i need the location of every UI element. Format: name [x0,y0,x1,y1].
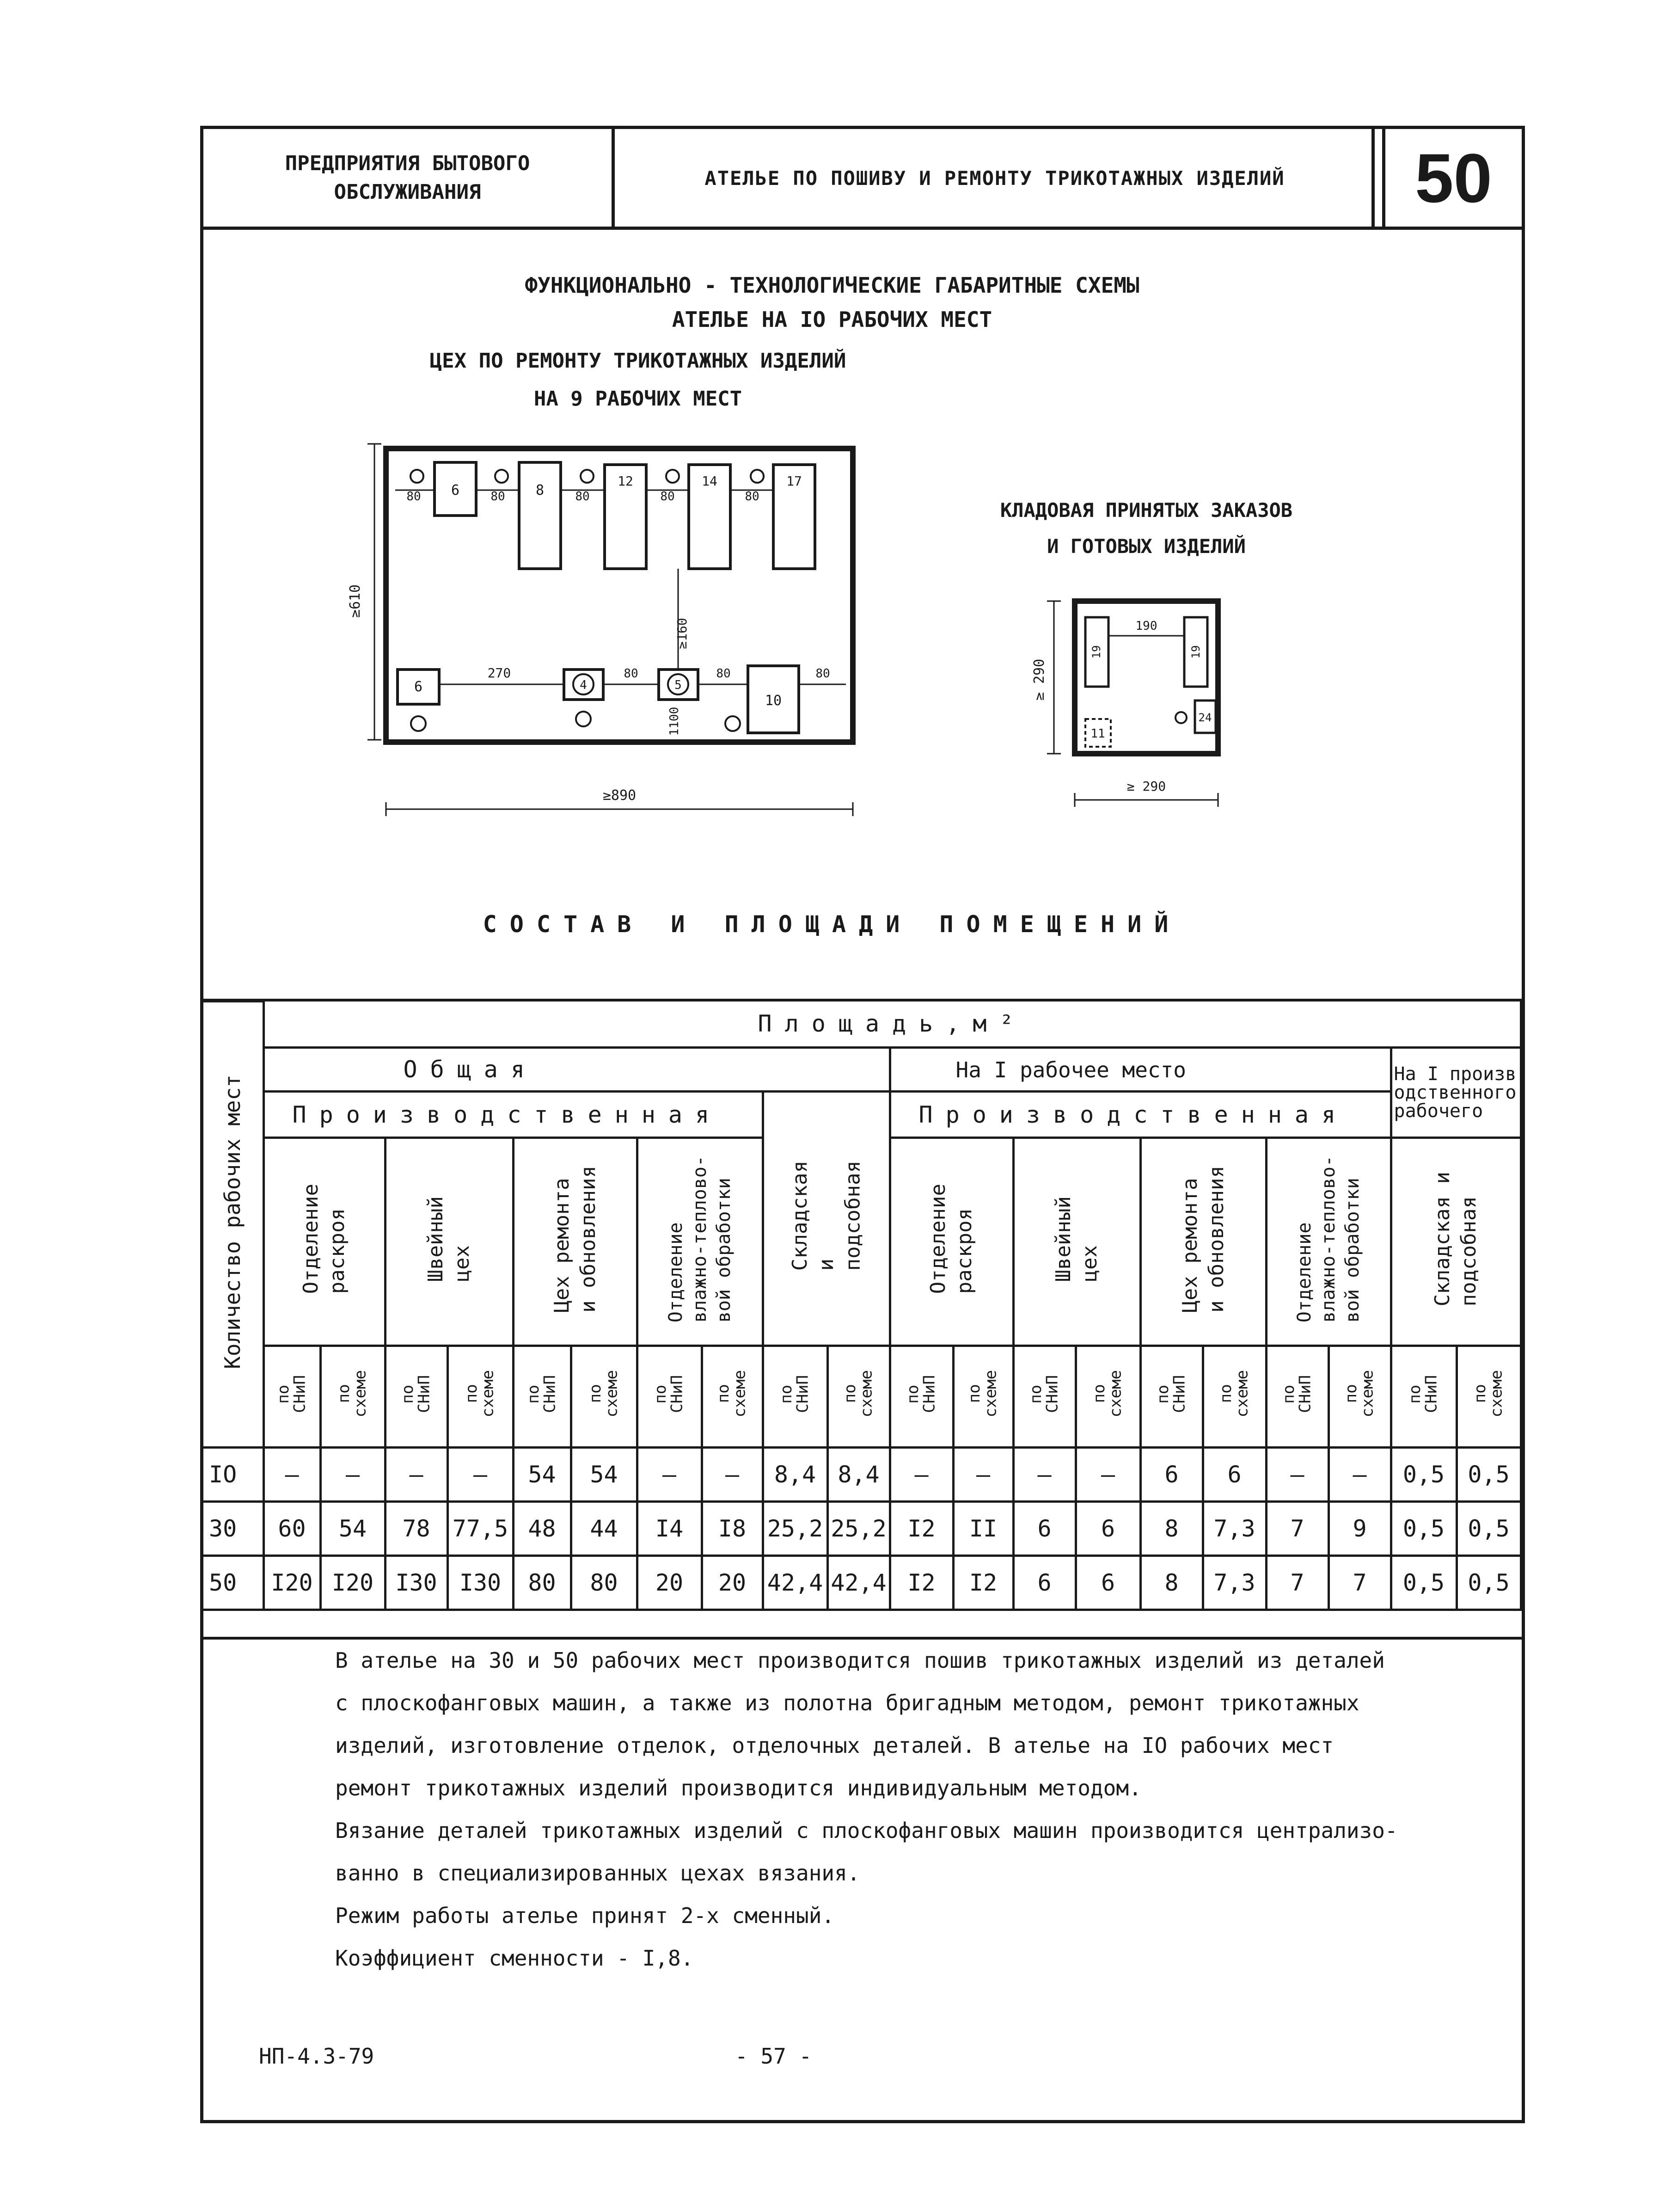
table-cell: 25,2 [763,1502,827,1556]
subheader-scheme [827,1346,890,1448]
table-cell: – [447,1448,513,1502]
item-label-12: 12 [618,473,633,489]
table-cell: 7,3 [1203,1556,1266,1610]
note-line-7: Режим работы ателье принят 2-х сменный. [335,1903,835,1928]
subheader-snip-text [653,1375,686,1413]
composition-title [416,911,1248,938]
table-cell: 48 [513,1502,571,1556]
col-wet-heat-pp-l1: Отделение [1294,1222,1315,1323]
table-cell: 8 [1140,1556,1203,1610]
table-cell: 6 [1013,1502,1076,1556]
storage-label-19-right: 19 [1189,645,1202,659]
subheader-scheme-text [716,1370,748,1417]
sheet-number-text: 50 [1415,139,1492,217]
col-repair-pp-l2: и обновления [1205,1165,1228,1313]
col-repair-l2: и обновления [576,1165,600,1313]
note-line-6: ванно в специализированных цехах вязания. [335,1861,860,1886]
subheader-scheme-l1: по [1470,1384,1489,1403]
col-cutting-pp [890,1138,1013,1346]
col-repair-pp-l1: Цех ремонта [1178,1178,1202,1313]
subheader-scheme-l1: по [1341,1384,1360,1403]
subheader-scheme-l1: по [714,1384,733,1403]
subheader-scheme-l1: по [965,1384,984,1403]
subheader-snip-text [905,1375,938,1413]
table-cell: – [1076,1448,1140,1502]
subheader-snip-text [1155,1375,1188,1413]
col-wet-heat-pp-l3: вой обработки [1342,1178,1363,1323]
note-line-8: Коэффициент сменности - I,8. [335,1946,694,1971]
table-cell: 6 [1203,1448,1266,1502]
table-cell: – [1328,1448,1391,1502]
table-cell: 25,2 [827,1502,890,1556]
table-cell: I20 [263,1556,320,1610]
footer-code: НП-4.3-79 [259,2044,374,2069]
col-sewing-l2: цех [450,1245,474,1282]
subheader-snip-l1: по [1153,1384,1172,1403]
subheader-scheme-text [464,1370,496,1417]
subheader-scheme-text [1218,1370,1251,1417]
col-cutting-l2: раскроя [325,1208,349,1294]
production-total [263,1092,763,1138]
table-cell: 54 [320,1502,385,1556]
subheader-snip-l2: СНиП [920,1375,939,1413]
table-cell: I30 [447,1556,513,1610]
production-total-text: Производственная [292,1101,722,1128]
subheader-snip-l1: по [651,1384,670,1403]
subheader-scheme [447,1346,513,1448]
subheader-scheme [571,1346,637,1448]
group-per-place [890,1048,1391,1092]
table-cell: 0,5 [1391,1448,1457,1502]
table-cell: – [637,1448,702,1502]
workshop-dim-80-a: 80 [406,490,421,504]
table-cell: 0,5 [1457,1556,1521,1610]
notes-block [335,1639,1468,1979]
subheader-scheme-text [1091,1370,1124,1417]
workstation-8 [519,462,561,569]
col-wet-heat-pp [1266,1138,1391,1346]
subheader-scheme-text [967,1370,999,1417]
subheader-scheme-l1: по [1216,1384,1235,1403]
subheader-snip [890,1346,953,1448]
group-per-place-text: На I рабочее место [955,1057,1186,1082]
table-cell: 44 [571,1502,637,1556]
workshop-height-dim: ≥610 [347,584,363,618]
subheader-snip-l2: СНиП [290,1375,309,1413]
subheader-snip-l2: СНиП [1043,1375,1062,1413]
table-cell: – [890,1448,953,1502]
col-wet-heat [637,1138,763,1346]
table-row [203,1502,1521,1556]
area-header [263,1002,1521,1048]
col-sewing-l1: Швейный [424,1196,448,1282]
subheader-snip-l1: по [398,1384,417,1403]
table-cell: I2 [890,1502,953,1556]
table-cell: 8,4 [827,1448,890,1502]
subheader-scheme-l1: по [462,1384,481,1403]
table-cell: – [702,1448,763,1502]
subheader-scheme-l2: схеме [1233,1370,1252,1418]
subheader-snip-text [400,1375,433,1413]
subheader-snip-l1: по [274,1384,293,1403]
storage-inner-dim: 190 [1135,619,1157,633]
subheader-snip [513,1346,571,1448]
sheet-number-box [1371,129,1381,227]
col-repair-pp [1140,1138,1266,1346]
areas-table [203,1000,1522,1611]
header-org-line2: ОБСЛУЖИВАНИЯ [334,180,481,204]
workshop-title [393,342,883,418]
subheader-scheme-text [336,1370,369,1417]
col-wet-heat-l1: Отделение [665,1222,686,1323]
note-line-5: Вязание деталей трикотажных изделий с плоскофанговых машин производится централизо- [335,1818,1398,1843]
table-cell: 7 [1266,1502,1328,1556]
table-row [203,1556,1521,1610]
header-title [618,129,1371,227]
subheader-scheme-l2: схеме [479,1370,497,1418]
col-wet-heat-pp-l2: влажно-теплово- [1318,1155,1339,1323]
subheader-snip-l1: по [524,1384,543,1403]
table-cell: 7 [1266,1556,1328,1610]
item-label-6-bottom: 6 [414,679,423,695]
table-cell: I4 [637,1502,702,1556]
subheader-scheme-l1: по [335,1384,354,1403]
row-count-cell: IO [203,1448,263,1502]
row-header-cell [203,1002,263,1448]
subheader-scheme [1076,1346,1140,1448]
subheader-snip-text [1407,1375,1440,1413]
subheader-snip-l2: СНиП [540,1375,559,1413]
subheader-snip-l1: по [1026,1384,1045,1403]
subheader-scheme [1203,1346,1266,1448]
table-cell: 77,5 [447,1502,513,1556]
table-cell: 0,5 [1391,1556,1457,1610]
col-sewing-pp-l2: цех [1078,1245,1102,1282]
header-org-line1: ПРЕДПРИЯТИЯ БЫТОВОГО [285,152,530,175]
subheader-snip [1140,1346,1203,1448]
subheader-snip-text [778,1375,811,1413]
subheader-snip [1266,1346,1328,1448]
note-line-2: с плоскофанговых машин, а также из полотна бригадным методом, ремонт трикотажных [335,1690,1359,1715]
subheader-snip-l1: по [1406,1384,1425,1403]
sheet-number [1382,129,1522,227]
table-cell: 20 [702,1556,763,1610]
col-wet-heat-l3: вой обработки [713,1178,735,1323]
schemes-title-line2: АТЕЛЬЕ НА IO РАБОЧИХ МЕСТ [672,307,992,332]
subheader-snip-l1: по [777,1384,796,1403]
workshop-dim-80-f: 80 [624,667,638,681]
workshop-scheme [342,439,869,823]
table-cell: 54 [571,1448,637,1502]
col-sewing-pp [1013,1138,1140,1346]
subheader-scheme-l1: по [586,1384,605,1403]
table-cell: I20 [320,1556,385,1610]
schemes-title-line1: ФУНКЦИОНАЛЬНО - ТЕХНОЛОГИЧЕСКИЕ ГАБАРИТНЫЕ СХЕМЫ [525,273,1139,298]
subheader-snip-l2: СНиП [1296,1375,1315,1413]
table-cell: I2 [890,1556,953,1610]
table-cell: 78 [385,1502,447,1556]
col-storage-total-text [787,1161,866,1271]
row-count-cell: 30 [203,1502,263,1556]
col-sewing [385,1138,513,1346]
storage-title-line1: КЛАДОВАЯ ПРИНЯТЫХ ЗАКАЗОВ [1000,499,1293,522]
note-line-1: В ателье на 30 и 50 рабочих мест производится пошив трикотажных изделий из деталей [335,1648,1385,1673]
table-cell: 8,4 [763,1448,827,1502]
subheader-snip-l2: СНиП [668,1375,686,1413]
storage-title-line2: И ГОТОВЫХ ИЗДЕЛИЙ [1047,535,1246,558]
storage-height-dim: ≥ 290 [1031,658,1047,701]
subheader-snip [637,1346,702,1448]
table-cell: – [320,1448,385,1502]
subheader-scheme [1457,1346,1521,1448]
subheader-snip [263,1346,320,1448]
col-storage-total [763,1092,890,1346]
storage-scheme [1022,596,1243,809]
storage-width-dim: ≥ 290 [1126,779,1166,794]
workshop-dim-80-b: 80 [490,490,505,504]
table-cell: 0,5 [1391,1502,1457,1556]
subheader-scheme-l2: схеме [982,1370,1000,1418]
subheader-snip-l1: по [1279,1384,1298,1403]
subheader-snip-l1: по [903,1384,922,1403]
table-cell: 54 [513,1448,571,1502]
item-label-6-top: 6 [451,482,460,498]
col-sewing-pp-l1: Швейный [1052,1196,1076,1282]
subheader-scheme-l2: схеме [731,1370,749,1418]
table-cell: – [953,1448,1013,1502]
subheader-snip [385,1346,447,1448]
col-storage-total-l3: подсобная [841,1161,865,1271]
table-cell: I8 [702,1502,763,1556]
subheader-snip [1391,1346,1457,1448]
storage-title [971,492,1322,565]
col-storage-total-l1: Складская [788,1161,812,1271]
subheader-snip [1013,1346,1076,1448]
subheader-scheme [953,1346,1013,1448]
schemes-title [416,268,1248,337]
group-total [263,1048,890,1092]
subheader-scheme-text [1472,1370,1505,1417]
table-cell: 42,4 [827,1556,890,1610]
workshop-title-line2: НА 9 РАБОЧИХ МЕСТ [533,387,742,411]
group-total-text: Общая [403,1056,538,1083]
table-cell: – [1266,1448,1328,1502]
table-cell: I2 [953,1556,1013,1610]
subheader-scheme-l2: схеме [351,1370,370,1418]
col-storage-worker [1391,1138,1521,1346]
subheader-scheme-l2: схеме [602,1370,621,1418]
col-repair [513,1138,637,1346]
note-line-4: ремонт трикотажных изделий производится индивидуальным методом. [335,1776,1142,1800]
table-cell: 6 [1076,1556,1140,1610]
subheader-scheme-l2: схеме [1487,1370,1506,1418]
subheader-scheme-text [1343,1370,1376,1417]
workshop-dim-80-c: 80 [575,490,590,504]
table-cell: – [1013,1448,1076,1502]
subheader-snip-l2: СНиП [415,1375,434,1413]
subheader-row [203,1346,1521,1448]
subheader-scheme-l1: по [1090,1384,1109,1403]
workshop-dim-80-h: 80 [815,667,830,681]
area-header-text: Площадь,м² [758,1010,1027,1038]
subheader-scheme-text [588,1370,620,1417]
col-cutting-pp-l1: Отделение [926,1184,950,1294]
group-per-worker-text: На I производственного рабочего [1394,1063,1517,1122]
storage-label-11: 11 [1090,727,1105,741]
table-cell: 60 [263,1502,320,1556]
col-wet-heat-l2: влажно-теплово- [689,1155,710,1323]
item-label-10: 10 [765,693,782,709]
workshop-dim-270: 270 [487,665,511,681]
item-label-17: 17 [786,473,802,489]
subheader-snip-text [1281,1375,1314,1413]
footer-page: - 57 - [735,2044,812,2069]
subheader-scheme-l2: схеме [857,1370,876,1418]
composition-title-text: СОСТАВ И ПЛОЩАДИ ПОМЕЩЕНИЙ [483,911,1182,938]
subheader-scheme-l1: по [840,1384,859,1403]
subheader-scheme [702,1346,763,1448]
col-cutting-l1: Отделение [299,1184,323,1294]
workshop-dim-80-d: 80 [660,490,675,504]
table-cell: II [953,1502,1013,1556]
subheader-snip-l2: СНиП [794,1375,812,1413]
table-cell: 0,5 [1457,1448,1521,1502]
subheader-scheme [320,1346,385,1448]
subheader-snip-text [1028,1375,1061,1413]
note-line-3: изделий, изготовление отделок, отделочных деталей. В ателье на IO рабочих мест [335,1733,1334,1758]
table-cell: – [385,1448,447,1502]
subheader-scheme [1328,1346,1391,1448]
storage-label-19-left: 19 [1090,645,1103,659]
production-per-place [890,1092,1391,1138]
row-count-cell: 50 [203,1556,263,1610]
table-cell: 80 [571,1556,637,1610]
row-header-text: Количество рабочих мест [220,1074,245,1369]
table-cell: 6 [1013,1556,1076,1610]
table-cell: 42,4 [763,1556,827,1610]
table-cell: 20 [637,1556,702,1610]
workshop-gap-dim: ≥160 [674,618,690,649]
col-storage-worker-l2: подсобная [1457,1196,1481,1307]
workshop-dim-80-e: 80 [745,490,759,504]
table-cell: 9 [1328,1502,1391,1556]
col-cutting [263,1138,385,1346]
table-cell: 8 [1140,1502,1203,1556]
subheader-snip [763,1346,827,1448]
workshop-title-line1: ЦЕХ ПО РЕМОНТУ ТРИКОТАЖНЫХ ИЗДЕЛИЙ [429,349,846,373]
table-cell: I30 [385,1556,447,1610]
col-cutting-pp-l2: раскроя [953,1208,977,1294]
table-cell: 0,5 [1457,1502,1521,1556]
subheader-snip-text [275,1375,308,1413]
item-label-8: 8 [535,482,545,498]
production-per-place-text: Производственная [918,1101,1349,1128]
col-repair-l1: Цех ремонта [550,1178,574,1313]
item-label-14: 14 [702,473,717,489]
subheader-scheme-l2: схеме [1358,1370,1377,1418]
subheader-scheme-l2: схеме [1107,1370,1125,1418]
header-org [203,129,615,227]
subheader-snip-l2: СНиП [1170,1375,1189,1413]
subheader-snip-l2: СНиП [1422,1375,1441,1413]
workshop-width-dim: ≥890 [602,787,637,804]
group-per-worker [1391,1048,1521,1138]
subheader-scheme-text [842,1370,875,1417]
table-cell: 6 [1140,1448,1203,1502]
table-row [203,1448,1521,1502]
table-cell: 7 [1328,1556,1391,1610]
workshop-dim-80-g: 80 [716,667,731,681]
subheader-snip-text [526,1375,558,1413]
item-label-5: 5 [674,678,682,692]
table-cell: – [263,1448,320,1502]
table-cell: 80 [513,1556,571,1610]
table-cell: 7,3 [1203,1502,1266,1556]
item-label-4: 4 [580,678,587,692]
header-title-text: АТЕЛЬЕ ПО ПОШИВУ И РЕМОНТУ ТРИКОТАЖНЫХ ИЗДЕЛИЙ [704,166,1285,190]
col-storage-worker-l1: Складская и [1431,1171,1455,1307]
col-storage-total-l2: и [814,1259,838,1271]
storage-label-24: 24 [1198,711,1212,724]
table-cell: 6 [1076,1502,1140,1556]
workshop-dim-1100: 1100 [667,707,681,736]
